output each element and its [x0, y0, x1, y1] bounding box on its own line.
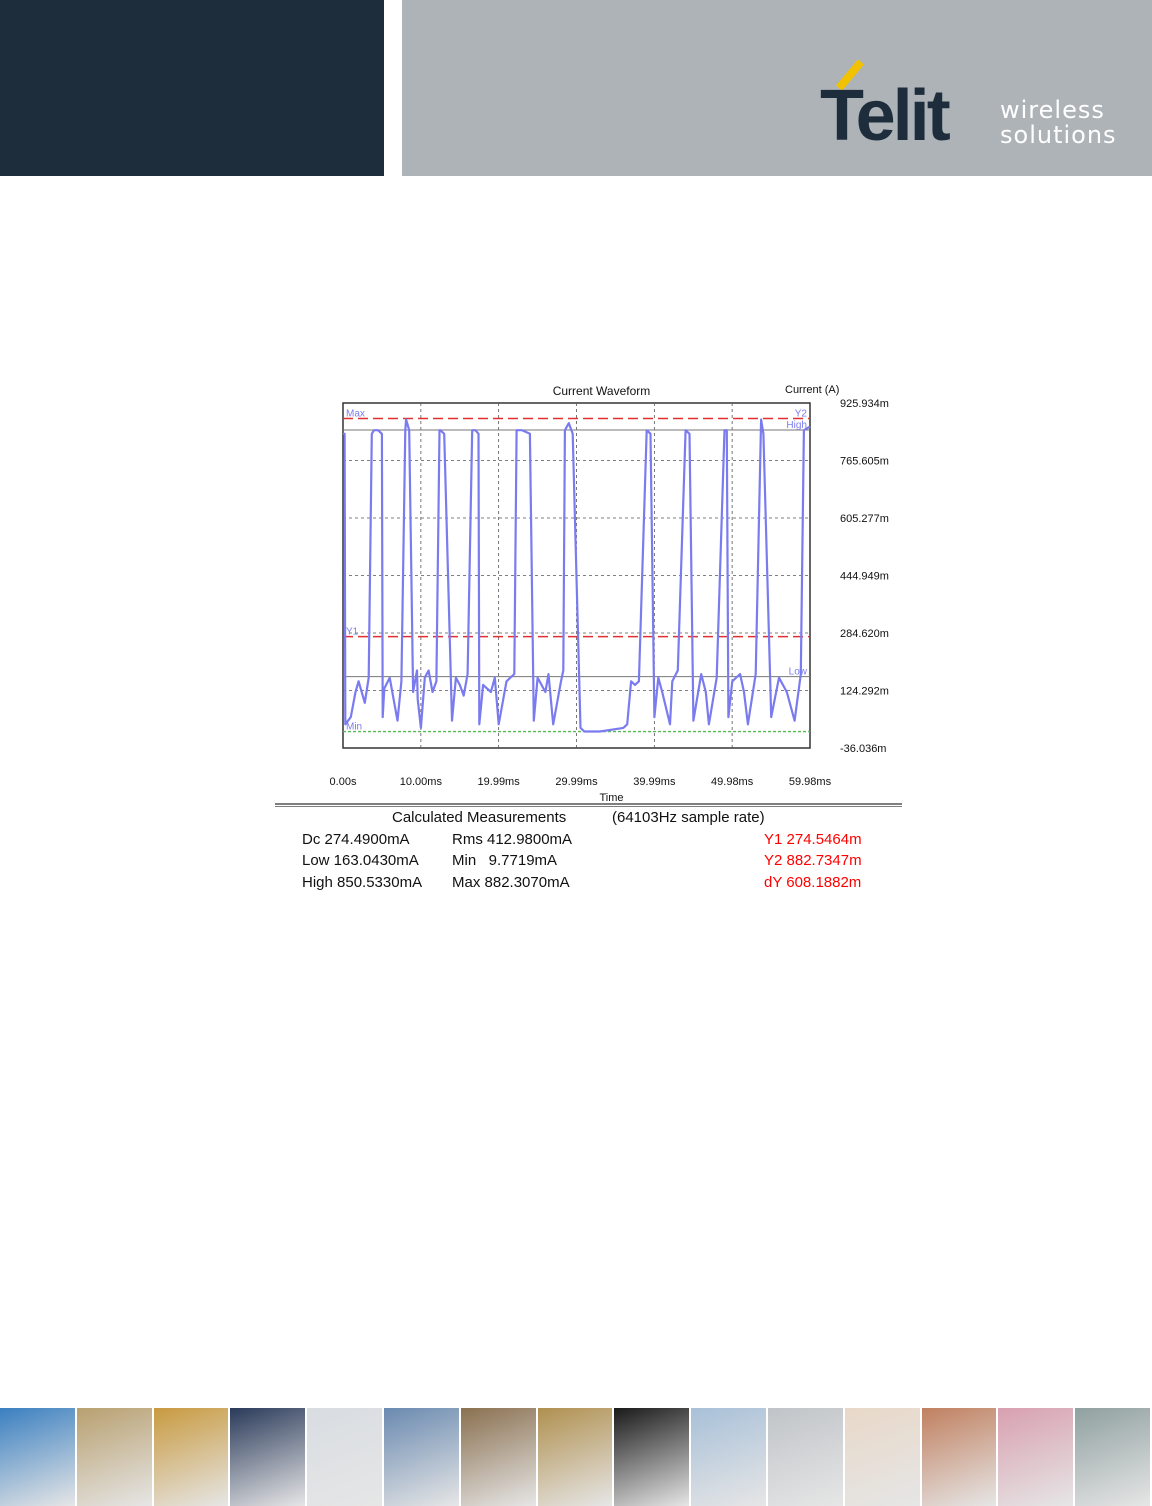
telit-logo	[820, 58, 1120, 158]
measurement-y2: Y2 882.7347m	[764, 852, 862, 869]
footer-photo-tile	[538, 1408, 613, 1506]
footer-photo-tile	[768, 1408, 843, 1506]
measurements-sample-rate: (64103Hz sample rate)	[612, 809, 765, 826]
y-tick-label: 765.605m	[840, 455, 889, 468]
x-tick-label: 59.98ms	[788, 776, 832, 788]
logo-tagline-line-1: wireless	[1000, 96, 1105, 124]
footer-photo-tile	[384, 1408, 459, 1506]
measurement-dc: Dc 274.4900mA	[302, 831, 410, 848]
x-tick-label: 19.99ms	[477, 776, 520, 788]
logo-tagline	[1000, 98, 1117, 148]
y-tick-label: 284.620m	[840, 628, 889, 641]
footer-photo-tile	[461, 1408, 536, 1506]
x-tick-label: 29.99ms	[555, 776, 598, 788]
measurement-dy: dY 608.1882m	[764, 874, 862, 891]
measurement-max: Max 882.3070mA	[452, 874, 570, 891]
x-tick-label: 39.99ms	[633, 776, 676, 788]
measurement-min: Min 9.7719mA	[452, 852, 558, 869]
measurement-rms: Rms 412.9800mA	[452, 831, 573, 848]
x-axis-label: Time	[599, 792, 624, 804]
y-tick-label: 124.292m	[840, 685, 889, 698]
current-waveform-figure	[270, 375, 910, 895]
y-tick-label: -36.036m	[840, 743, 887, 755]
current-waveform-chart	[270, 375, 910, 807]
footer-photo-tile	[1075, 1408, 1150, 1506]
measurements-title: Calculated Measurements	[392, 809, 567, 826]
footer-photo-tile	[307, 1408, 382, 1506]
chart-title: Current Waveform	[552, 384, 651, 398]
marker-label-right: Y2	[794, 408, 807, 420]
measurement-low: Low 163.0430mA	[302, 852, 419, 869]
footer-image-strip	[0, 1408, 1152, 1506]
y-tick-label: 605.277m	[840, 513, 889, 526]
y-tick-label: 444.949m	[840, 570, 889, 583]
marker-label-left: Max	[346, 408, 365, 420]
footer-photo-tile	[614, 1408, 689, 1506]
measurement-high: High 850.5330mA	[302, 874, 423, 891]
footer-photo-tile	[230, 1408, 305, 1506]
marker-label-right: Low	[788, 666, 807, 678]
y-axis-label: Current (A)	[785, 384, 840, 396]
x-tick-label: 0.00s	[329, 776, 357, 788]
footer-photo-tile	[998, 1408, 1073, 1506]
footer-photo-tile	[0, 1408, 75, 1506]
y-tick-label: 925.934m	[840, 398, 889, 410]
x-tick-label: 10.00ms	[399, 776, 442, 788]
footer-photo-tile	[845, 1408, 920, 1506]
marker-label-left: Min	[346, 721, 363, 733]
x-tick-label: 49.98ms	[711, 776, 754, 788]
footer-photo-tile	[922, 1408, 997, 1506]
marker-label-right: High	[786, 420, 807, 432]
footer-photo-tile	[691, 1408, 766, 1506]
measurement-y1: Y1 274.5464m	[764, 831, 862, 848]
footer-photo-tile	[77, 1408, 152, 1506]
header-dark-panel	[0, 0, 384, 176]
logo-tagline-line-2: solutions	[1000, 121, 1117, 149]
logo-wordmark: Telit	[820, 76, 948, 156]
header-gap	[384, 0, 402, 176]
footer-photo-tile	[154, 1408, 229, 1506]
marker-label-left: Y1	[346, 626, 359, 638]
